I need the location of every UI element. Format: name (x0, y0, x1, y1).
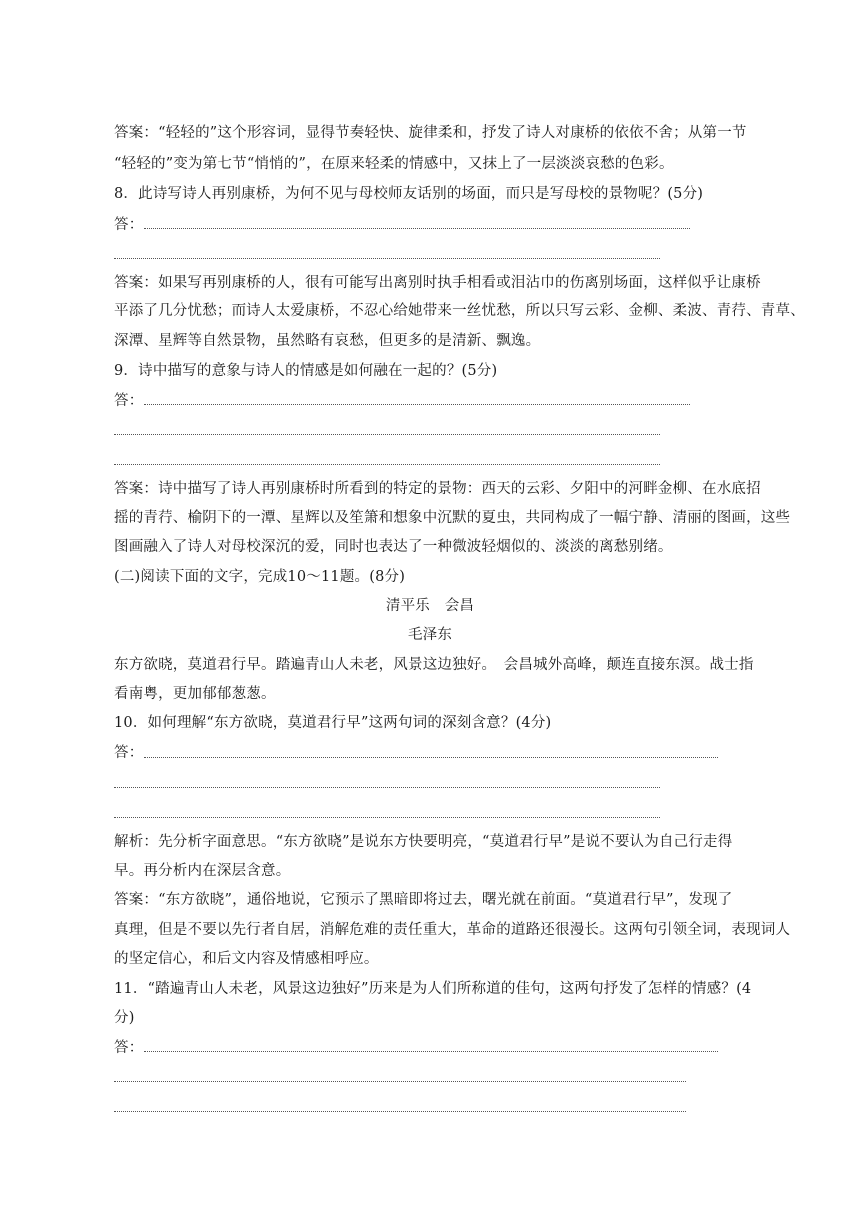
answer-line-9-2[interactable] (114, 434, 660, 435)
answer-label-11: 答： (114, 1040, 144, 1056)
answer-line-10-3[interactable] (114, 817, 660, 818)
answer-line-9-1[interactable] (144, 404, 690, 405)
analysis-10-line-2: 早。再分析内在深层含意。 (114, 863, 291, 879)
answer-9-line-3: 图画融入了诗人对母校深沉的爱，同时也表达了一种微波轻烟似的、淡淡的离愁别绪。 (114, 539, 673, 555)
answer-line-9-3[interactable] (114, 464, 660, 465)
question-11-line-2: 分) (114, 1010, 135, 1026)
answer-line-10-2[interactable] (114, 787, 660, 788)
answer-label-9: 答： (114, 393, 144, 409)
poem-line-1: 东方欲晓，莫道君行早。踏遍青山人未老，风景这边独好。 会昌城外高峰，颠连直接东溟。战士指 (114, 657, 754, 673)
answer-10-line-2: 真理，但是不要以先行者自居，消解危难的责任重大，革命的道路还很漫长。这两句引领全词，表现词人 (114, 922, 791, 938)
answer-10-line-1: 答案：“东方欲晓”，通俗地说，它预示了黑暗即将过去，曙光就在前面。“莫道君行早”，发现了 (114, 892, 733, 908)
poem-title: 清平乐 会昌 (385, 598, 475, 614)
question-8: 8．此诗写诗人再别康桥，为何不见与母校师友话别的场面，而只是写母校的景物呢？(5分) (114, 186, 704, 202)
answer-8-line-1: 答案：如果写再别康桥的人，很有可能写出离别时执手相看或泪沾巾的伤离别场面，这样似乎让康桥 (114, 275, 761, 291)
answer-8-line-3: 深潭、星辉等自然景物，虽然略有哀愁，但更多的是清新、飘逸。 (114, 333, 541, 349)
question-11-line-1: 11．“踏遍青山人未老，风景这边独好”历来是为人们所称道的佳句，这两句抒发了怎样的情感？(4 (114, 981, 752, 997)
poem-author: 毛泽东 (407, 627, 453, 643)
section-2-heading: (二)阅读下面的文字，完成10～11题。(8分) (114, 569, 406, 585)
answer-line-8-1[interactable] (144, 228, 690, 229)
answer-9-line-1: 答案：诗中描写了诗人再别康桥时所看到的特定的景物：西天的云彩、夕阳中的河畔金柳、在水底招 (114, 481, 761, 497)
answer-line-11-1[interactable] (144, 1051, 718, 1052)
poem-line-2: 看南粤，更加郁郁葱葱。 (114, 686, 276, 702)
answer-10-line-3: 的坚定信心，和后文内容及情感相呼应。 (114, 951, 379, 967)
analysis-10-line-1: 解析：先分析字面意思。“东方欲晓”是说东方快要明亮，“莫道君行早”是说不要认为自己行走得 (114, 834, 733, 850)
answer-line-11-3[interactable] (114, 1111, 686, 1112)
answer-label-8: 答： (114, 217, 144, 233)
answer-label-10: 答： (114, 745, 144, 761)
answer-7-line-1: 答案：“轻轻的”这个形容词，显得节奏轻快、旋律柔和，抒发了诗人对康桥的依依不舍；从第一节 (114, 125, 747, 141)
answer-9-line-2: 摇的青荇、榆阴下的一潭、星辉以及笙箫和想象中沉默的夏虫，共同构成了一幅宁静、清丽的图画，这些 (114, 510, 791, 526)
question-10: 10．如何理解“东方欲晓，莫道君行早”这两句词的深刻含意？(4分) (114, 715, 552, 731)
question-9: 9．诗中描写的意象与诗人的情感是如何融在一起的？(5分) (114, 363, 498, 379)
answer-line-8-2[interactable] (114, 258, 660, 259)
answer-line-11-2[interactable] (114, 1081, 686, 1082)
answer-line-10-1[interactable] (144, 757, 718, 758)
answer-8-line-2: 平添了几分忧愁；而诗人太爱康桥，不忍心给她带来一丝忧愁，所以只写云彩、金柳、柔波、青荇、青草、 (114, 303, 805, 319)
answer-7-line-2: “轻轻的”变为第七节“悄悄的”，在原来轻柔的情感中，又抹上了一层淡淡哀愁的色彩。 (114, 156, 674, 172)
